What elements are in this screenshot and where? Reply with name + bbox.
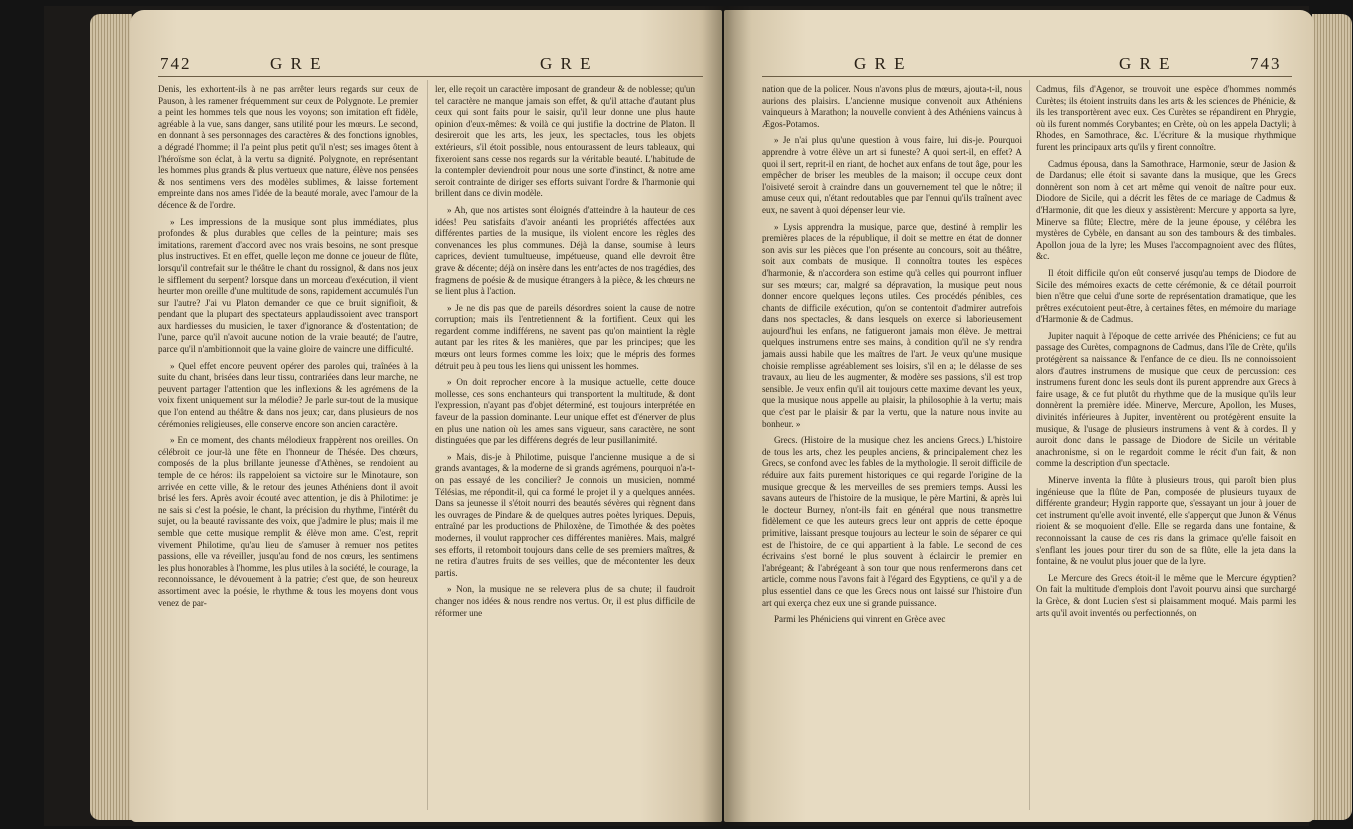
paragraph: » Les impressions de la musique sont plus immédiates, plus profondes & plus durables que celles de la peinture; mais ses imitations, rarement d'accord avec nos vrais besoins, ne sont presque plus instructives. Et en effet, quelle leçon me donne ce joueur de flûte, lorsqu'il contrefait sur le théâtre le chant du rossignol, & dans nos jeux le sifflement du serpent? lorsque dans un morceau d'exécution, il vient heurter mon oreille d'une multitude de sons, rapidement accumulés l'un sur l'autre? J'ai vu Platon demander ce que ce bruit signifioit, & pendant que la plupart des spectateurs applaudissoient avec transport aux hardiesses du musicien, le taxer d'ignorance & d'ostentation; de l'une, parce qu'il n'avoit aucune notion de la vraie beauté; de l'autre, parce qu'il n'ambitionnoit que la vaine gloire de vaincre une difficulté. xyxy=(158,216,418,355)
paragraph: » En ce moment, des chants mélodieux frappèrent nos oreilles. On célébroit ce jour-là une fête en l'honneur de Thésée. Des chœurs, composés de la plus brillante jeunesse d'Athènes, se rendoient au temple de ce héros: ils rappeloient sa victoire sur le Minotaure, son arrivée en cette ville, & le retour des jeunes Athéniens dont il avoit brisé les fers. Après avoir écouté avec attention, je dis à Philotime: je ne sais si c'est la poésie, le chant, la précision du rhythme, l'intérêt du sujet, ou la beauté ravissante des voix, que j'admire le plus; mais il me semble que cette musique remplit & élève mon ame. C'est, reprit vivement Philotime, qu'au lieu de s'amuser à remuer nos petites passions, elle va réveiller, jusqu'au fond de nos cœurs, les sentimens les plus honorables à l'homme, les plus utiles à la société, le courage, la reconnoissance, le dévouement à la patrie; c'est que, de son heureux assortiment avec la poésie, le rhythme & tous les moyens dont vous venez de par- xyxy=(158,435,418,608)
running-head-right-col2: G R E xyxy=(1119,54,1172,73)
paragraph: Cadmus, fils d'Agenor, se trouvoit une espèce d'hommes nommés Curètes; ils étoient instruits dans les arts & les sciences de Phénicie, & ils les transportèrent avec eux. Ces Curètes se répandirent en Phrygie, où ils furent nommés Corybantes; en Crète, où on les appela Dactyli; à Rhodes, en Samothrace, &c. L'écriture & la musique rhythmique furent les principaux arts qu'ils y firent connoître. xyxy=(1036,84,1296,152)
paragraph: ler, elle reçoit un caractère imposant de grandeur & de noblesse; qu'un tel caractère ne manque jamais son effet, & qu'il attache d'autant plus ceux qui sont faits pour le saisir, qu'il leur donne une plus haute opinion d'eux-mêmes: & voilà ce qui justifie la doctrine de Platon. Il desireroit que les arts, les jeux, les spectacles, tous les objets extérieurs, s'il étoit possible, nous entourassent de leurs tableaux, qui fixeroient sans cesse nos regards sur la véritable beauté. L'habitude de la contempler deviendroit pour nous une sorte d'instinct, & notre ame seroit contrainte de diriger ses efforts suivant l'ordre & l'harmonie qui brillent dans ce divin modèle. xyxy=(435,84,695,199)
left-page xyxy=(130,10,722,822)
paragraph: » Non, la musique ne se relevera plus de sa chute; il faudroit changer nos idées & nous rendre nos vertus. Or, il est plus difficile de réformer une xyxy=(435,584,695,618)
paragraph: Denis, les exhortent-ils à ne pas arrêter leurs regards sur ceux de Pauson, à les ramener fréquemment sur ceux de Polygnote. Le premier a peint les hommes tels que nous les voyons; son imitation eft fidèle, agréable à la vue, sans danger, sans utilité pour les mœurs. Le second, en donnant à ses personnages des caractères & des fonctions ignobles, a dégradé l'homme; il l'a peint plus petit qu'il n'est; ses images ôtent à l'héroïsme son éclat, à la vertu sa dignité. Polygnote, en représentant les hommes plus grands & plus vertueux que nature, élève nos pensées & nos sentimens vers des modèles sublimes, & laisse fortement empreinte dans nos ames l'idée de la beauté morale, avec l'amour de la décence & de l'ordre. xyxy=(158,84,418,210)
paragraph: » Ah, que nos artistes sont éloignés d'atteindre à la hauteur de ces idées! Peu satisfaits d'avoir anéanti les propriétés affectées aux différentes parties de la musique, ils violent encore les règles des convenances les plus communes. Déjà la danse, soumise à leurs caprices, devient tumultueuse, impétueuse, quand elle devroit être grave & décente; déjà on insère dans les entr'actes de nos tragédies, des fragmens de poésie & de musique étrangers à la pièce, & les chœurs ne se lient plus à l'action. xyxy=(435,204,695,297)
paragraph: Minerve inventa la flûte à plusieurs trous, qui paroît bien plus ingénieuse que la flûte de Pan, composée de plusieurs tuyaux de différente grandeur; Hygin rapporte que, s'essayant un jour à jouer de cet instrument qu'elle avoit inventé, elle s'apperçut que Junon & Vénus rioient & se moquoient d'elle. Elle se regarda dans une fontaine, & reconnoissant la cause de ces ris dans la grimace qu'elle faisoit en s'enflant les joues pour tirer du son de sa flûte, elle la jeta dans la fontaine, & ne voulut plus jouer que de la lyre. xyxy=(1036,475,1296,567)
paragraph: » On doit reprocher encore à la musique actuelle, cette douce mollesse, ces sons enchanteurs qui transportent la multitude, & dont l'expression, n'ayant pas d'objet déterminé, est toujours interprétée en faveur de la passion dominante. Leur unique effet est d'énerver de plus en plus une nation où les ames sans vigueur, sans caractère, ne sont distinguées que par les différens degrés de leur pusillanimité. xyxy=(435,377,695,446)
column-divider-left xyxy=(427,80,428,810)
paragraph: nation que de la policer. Nous n'avons plus de mœurs, ajouta-t-il, nous aurions des plaisirs. L'ancienne musique convenoit aux Athéniens vainqueurs à Marathon; la nouvelle convient à des Athéniens vaincus à Ægos-Potamos. xyxy=(762,84,1022,129)
right-page-edges xyxy=(1312,14,1352,820)
column-divider-right xyxy=(1029,80,1030,810)
left-page-column-2 xyxy=(435,84,695,624)
paragraph: » Mais, dis-je à Philotime, puisque l'ancienne musique a de si grands avantages, & la moderne de si grands agrémens, pourquoi n'a-t-on pas essayé de les concilier? Je connois un musicien, nommé Télésias, me répondit-il, qui ca formé le projet il y a quelques années. Dans sa jeunesse il s'étoit nourri des beautés sévères qui règnent dans les ouvrages de Pindare & de quelques autres poètes lyriques. Depuis, entraîné par les productions de Philoxène, de Timothée & des poètes modernes, il voulut rapprocher ces différentes manières. Mais, malgré ses efforts, il retomboit toujours dans celle de ses premiers maîtres, & ne retira d'autres fruits de ses veilles, que de mécontenter les deux partis. xyxy=(435,451,695,578)
header-rule-right xyxy=(762,76,1292,77)
paragraph: Jupiter naquit à l'époque de cette arrivée des Phéniciens; ce fut au passage des Curètes, compagnons de Cadmus, dans l'île de Crète, qu'ils protégèrent sa naissance & l'enfance de ce dieu. Ils ne connoissoient alors d'autres instrumens de musique que ceux de percussion: ces instrumens furent donc les seuls dont ils purent apprendre aux Grecs à faire usage, & ce fut plutôt du rhythme que de la musique qu'ils leur donnèrent la première idée. Minerve, Mercure, Apollon, les Muses, divinités inférieures à Jupiter, inventèrent ou protégèrent ensuite la musique, & l'usage de plusieurs instrumens à vent & à cordes. Il y auroit donc dans le passage de Diodore de Sicile un véritable anachronisme, si on le regardoit comme le récit d'un fait, & non comme la description d'un spectacle. xyxy=(1036,330,1296,469)
running-head-left-col2: G R E xyxy=(540,54,593,73)
paragraph: » Quel effet encore peuvent opérer des paroles qui, traînées à la suite du chant, brisées dans leur tissu, contrariées dans leur marche, ne peuvent partager l'attention que les inflexions & les agrémens de la voix fixent uniquement sur la mélodie? Je parle sur-tout de la musique que l'on entend au théâtre & dans nos jeux; car, dans plusieurs de nos cérémonies religieuses, elle conserve encore son ancien caractère. xyxy=(158,360,418,429)
right-page-column-1 xyxy=(762,84,1022,631)
page-number-right: 743 xyxy=(1250,54,1282,73)
paragraph: » Je n'ai plus qu'une question à vous faire, lui dis-je. Pourquoi apprendre à votre élève un art si funeste? A quoi sert-il, en effet? A quoi il sert, reprit-il en riant, de hochet aux enfans de tout âge, pour les empêcher de briser les meubles de la maison; il occupe ceux dont l'oisiveté seroit à craindre dans un gouvernement tel que le nôtre; il amuse ceux qui, n'étant redoutables que par l'ennui qu'ils traînent avec eux, ne savent à quoi dépenser leur vie. xyxy=(762,135,1022,215)
running-head-right-col1: G R E xyxy=(854,54,907,73)
header-rule-left xyxy=(158,76,703,77)
paragraph: » Je ne dis pas que de pareils désordres soient la cause de notre corruption; mais ils l'entretiennent & la fortifient. Ceux qui les regardent comme indifférens, ne savent pas qu'on maintient la règle autant par les rites & les manières, que par les principes; que les mœurs ont leurs formes comme les loix; que le mépris des formes détruit peu à peu tous les liens qui unissent les hommes. xyxy=(435,302,695,371)
right-page-column-2 xyxy=(1036,84,1296,624)
paragraph: » Lysis apprendra la musique, parce que, destiné à remplir les premières places de la république, il doit se mettre en état de donner son avis sur les pièces que l'on présente au concours, soit au théâtre, soit aux combats de musique. Il connoîtra toutes les espèces d'harmonie, & n'accordera son estime qu'à celles qui pourront influer sur ses mœurs; car, malgré sa dépravation, la musique peut nous donner encore quelques leçons utiles. Ces procédés pénibles, ces chants de difficile exécution, qu'on se contentoit d'admirer autrefois dans nos spectacles, & dans lesquels on exerce si laborieusement aujourd'hui les enfans, ne fatigueront jamais mon élève. Je mettrai quelques instrumens entre ses mains, à condition qu'il ne s'y rendra jamais aussi habile que les maîtres de l'art. Je veux qu'une musique choisie remplisse agréablement ses loisirs, s'il en a; le délasse de ses travaux, au lieu de les augmenter, & modère ses passions, s'il est trop sensible. Je veux enfin qu'il ait toujours cette maxime devant les yeux, que la musique nous appelle au plaisir, la philosophie à la vertu; mais que c'est par le plaisir & par la vertu, que la nature nous invite au bonheur. » xyxy=(762,221,1022,429)
right-page xyxy=(724,10,1314,822)
paragraph: Le Mercure des Grecs étoit-il le même que le Mercure égyptien? On fait la multitude d'emplois dont l'avoit pourvu ainsi que surchargé la Grèce, & dont Lucien s'est si plaisamment moqué. Mais parmi les arts qu'il avoit inventés ou perfectionnés, on xyxy=(1036,572,1296,618)
paragraph: Il étoit difficile qu'on eût conservé jusqu'au temps de Diodore de Sicile des mémoires exacts de cette cérémonie, & ce détail pourroit bien n'être que celui d'une sorte de représentation dramatique, que les prêtres exécutoient peut-être, à certaines fêtes, en mémoire du mariage d'Harmonie & de Cadmus. xyxy=(1036,267,1296,325)
page-number-left: 742 xyxy=(160,54,192,73)
left-page-edges xyxy=(90,14,132,820)
paragraph: Cadmus épousa, dans la Samothrace, Harmonie, sœur de Jasion & de Dardanus; elle étoit si savante dans la musique, que les Grecs donnèrent son nom à cet art même qui venoit de naître pour eux. Diodore de Sicile, qui a décrit les fêtes de ce mariage de Cadmus & d'Harmonie, dit que les dieux y assistèrent: Mercure y apporta sa lyre, Minerve sa flûte; Electre, mère de la jeune épouse, y célébra les mystères de Cybèle, en dansant au son des tambours & des timbales. Apollon joua de la lyre; les Muses l'accompagnoient avec des flûtes, &c. xyxy=(1036,158,1296,262)
left-page-column-1 xyxy=(158,84,418,614)
book-spread xyxy=(44,6,1309,826)
running-head-left-col1: G R E xyxy=(270,54,323,73)
paragraph: Grecs. (Histoire de la musique chez les anciens Grecs.) L'histoire de tous les arts, chez les peuples anciens, & principalement chez les Grecs, se confond avec les fables de la mythologie. Il seroit difficile de réduire aux faits purement historiques ce qui regarde l'origine de la musique grecque & les merveilles de ses premiers temps. Aussi les savans auteurs de l'histoire de la musique, le père Martini, & après lui le docteur Burney, n'ont-ils fait en général que nous transmettre fidèlement ce que les auteurs grecs leur ont appris de cette époque primitive, laissant presque toujours au lecteur le soin de séparer ce qui est de l'histoire, de ce qui appartient à la fable. Le second de ces écrivains s'est borné le plus souvent à éclaircir le premier en l'abrégeant; & l'abrégeant à son tour que nous renfermerons dans cet article, comme nous l'avons fait à l'égard des Egyptiens, ce qu'il y a de plus essentiel dans ce que les Grecs nous ont laissé sur l'histoire d'un art qui exerça chez eux une si grande puissance. xyxy=(762,435,1022,608)
paragraph: Parmi les Phéniciens qui vinrent en Grèce avec xyxy=(774,614,946,625)
